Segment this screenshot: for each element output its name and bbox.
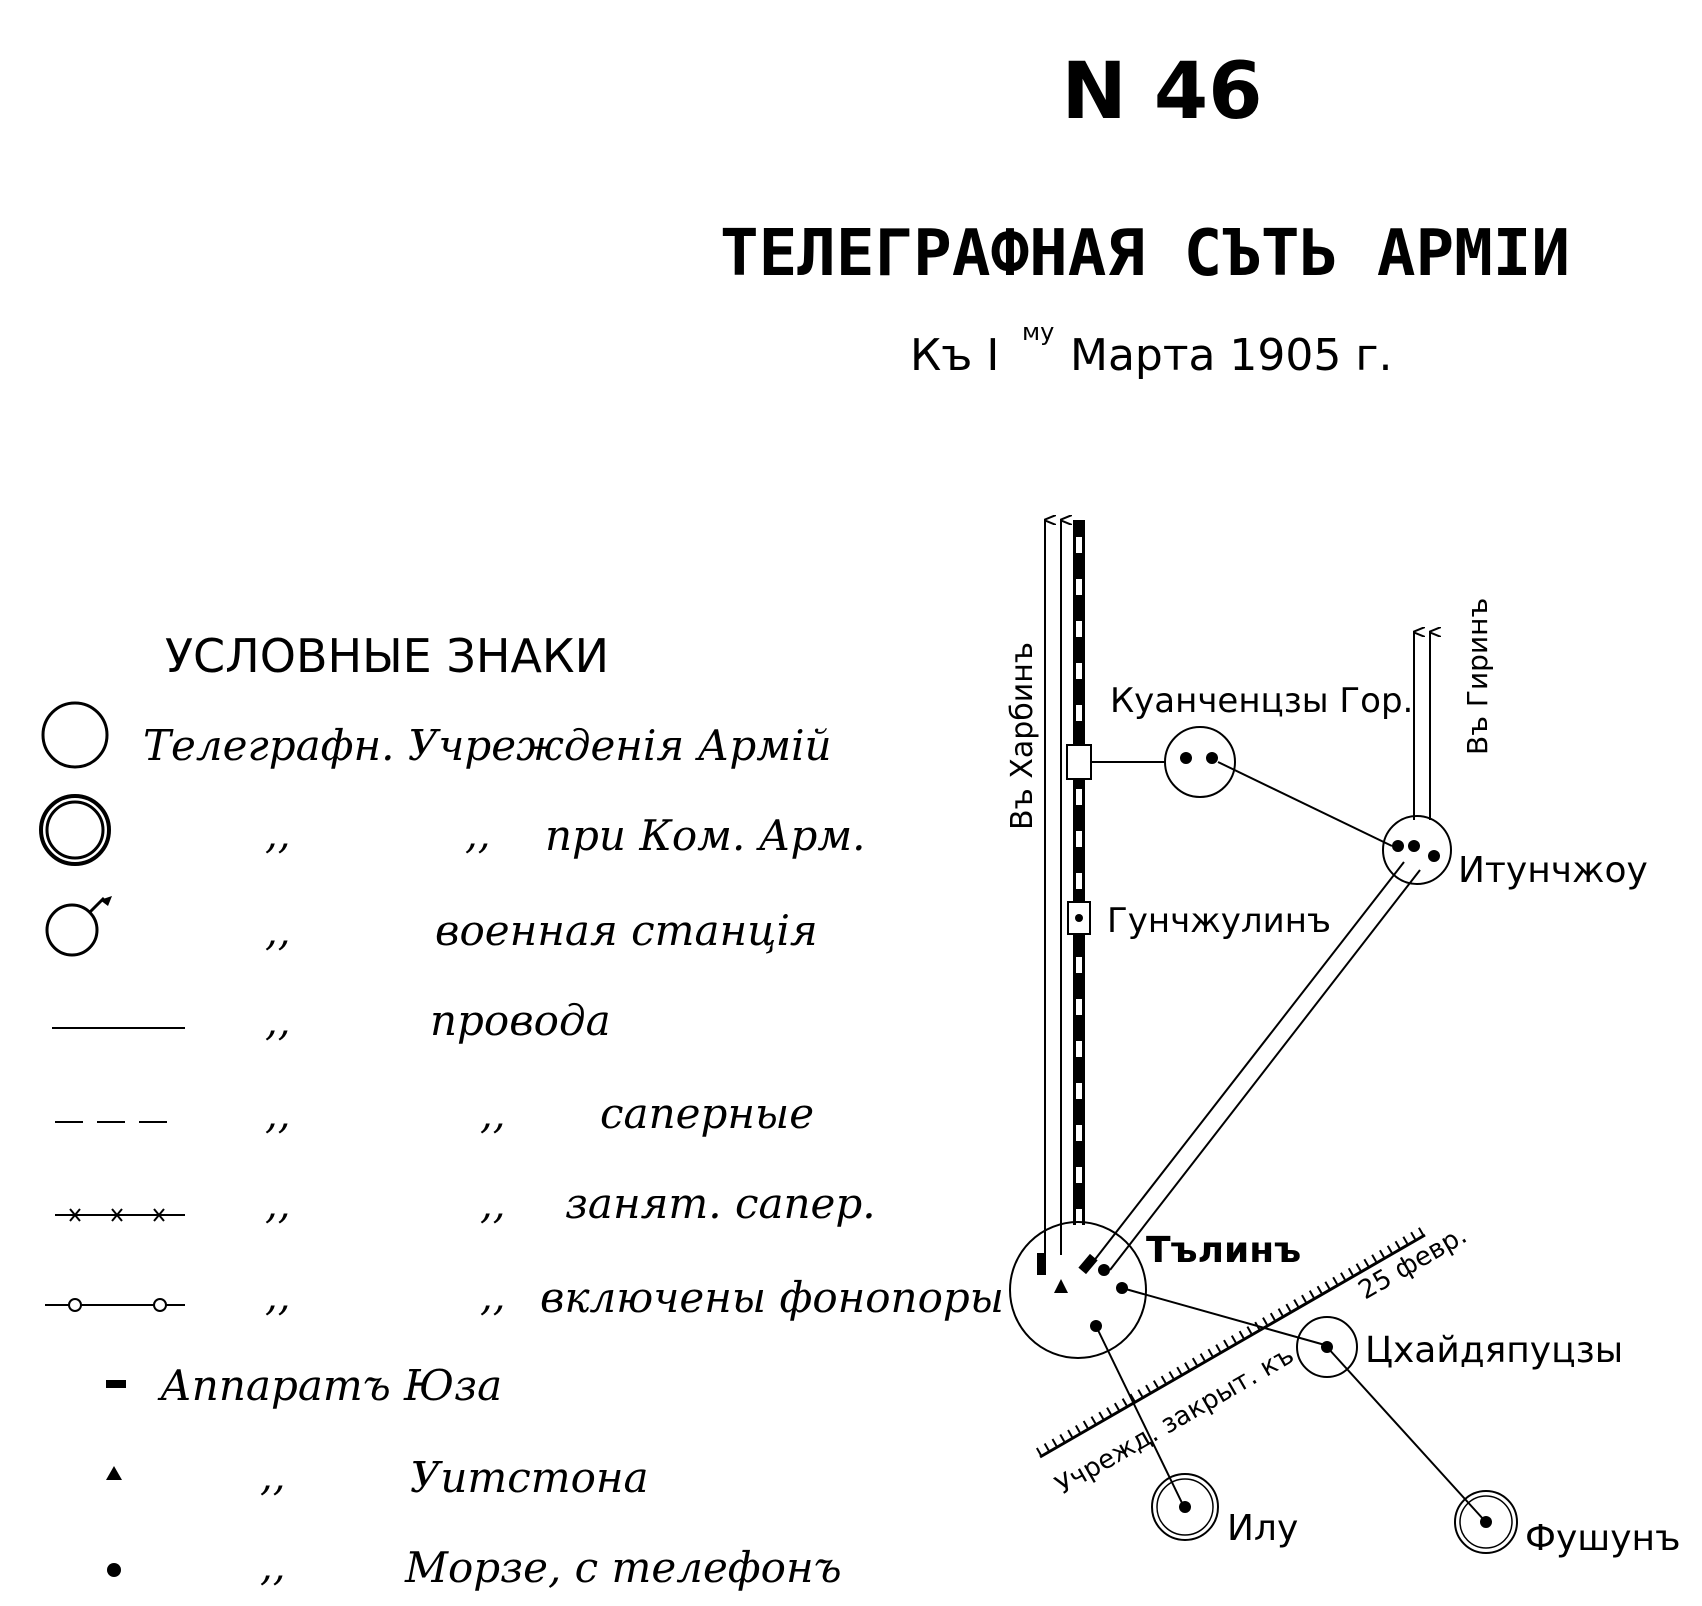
legend-ditto: ,,: [265, 1092, 291, 1138]
tieling-label: Тълинъ: [1146, 1230, 1302, 1271]
wire-kuanchenzy-itunchzhou: [1218, 762, 1392, 846]
legend-label-military-station: военная станція: [435, 906, 818, 955]
date-rest: Марта 1905 г.: [1070, 330, 1393, 381]
phonopore-line-symbol: [45, 1299, 185, 1311]
front-line-date: 25 февр.: [1353, 1220, 1473, 1307]
direction-harbin-label: Въ Харбинъ: [1005, 641, 1040, 830]
wheatstone-apparatus-symbol: [106, 1466, 122, 1480]
legend-ditto: ,,: [265, 1274, 291, 1320]
legend-ditto: ,,: [480, 1182, 506, 1228]
kuanchenzy-station: [1165, 727, 1235, 797]
morse-apparatus-marker: [1428, 850, 1440, 862]
occupied-sapper-line-symbol: [55, 1209, 185, 1221]
wire-tskhaidyaputszy-fushun: [1327, 1347, 1484, 1520]
military-station-symbol: [47, 896, 112, 955]
network-diagram: [1005, 520, 1681, 1559]
legend-ditto: ,,: [265, 999, 291, 1045]
map-title: ТЕЛЕГРАФНАЯ СЪТЬ АРМІИ: [720, 217, 1570, 291]
ilu-label: Илу: [1227, 1508, 1299, 1549]
legend-ditto: ,,: [465, 812, 491, 858]
gunchzhulin-label: Гунчжулинъ: [1107, 901, 1332, 941]
legend-ditto: ,,: [265, 1182, 291, 1228]
telegraph-office-symbol: [43, 703, 107, 767]
legend-ditto: ,,: [480, 1274, 506, 1320]
legend-label-telegraph-offices: Телеграфн. Учрежденія Армій: [143, 721, 832, 770]
date-superscript: му: [1022, 318, 1055, 346]
hughes-apparatus-marker: [1078, 1254, 1097, 1274]
legend-label-wheatstone: Уитстона: [410, 1453, 649, 1502]
kuanchenzy-label: Куанченцзы Гор.: [1110, 681, 1414, 721]
legend-label-sapper: саперные: [600, 1089, 815, 1138]
date-prefix: Къ I: [910, 330, 1000, 381]
fushun-label: Фушунъ: [1525, 1518, 1681, 1559]
morse-apparatus-marker: [1408, 840, 1420, 852]
map-date: [910, 318, 1393, 381]
legend-label-occupied-sapper: занят. сапер.: [565, 1179, 876, 1228]
legend-ditto: ,,: [265, 909, 291, 955]
morse-apparatus-marker: [1480, 1516, 1492, 1528]
hughes-apparatus-symbol: [106, 1380, 126, 1388]
document-number: N 46: [1061, 47, 1263, 137]
legend-label-army-hq: при Ком. Арм.: [545, 811, 866, 860]
tskhaidyaputszy-label: Цхайдяпуцзы: [1365, 1330, 1624, 1371]
legend-ditto: ,,: [260, 1544, 286, 1590]
legend-label-wires: провода: [430, 996, 611, 1045]
wheatstone-apparatus-marker: [1054, 1279, 1068, 1293]
legend: [41, 629, 1004, 1592]
direction-girin-label: Въ Гиринъ: [1461, 597, 1494, 755]
legend-ditto: ,,: [480, 1092, 506, 1138]
legend-title: УСЛОВНЫЕ ЗНАКИ: [165, 629, 609, 683]
legend-label-hughes: Аппаратъ Юза: [160, 1361, 503, 1410]
morse-apparatus-marker: [1180, 752, 1192, 764]
legend-label-phonopores: включены фонопоры: [540, 1273, 1004, 1322]
army-hq-office-symbol: [41, 796, 109, 864]
morse-apparatus-marker: [1392, 840, 1404, 852]
morse-apparatus-symbol: [107, 1563, 121, 1577]
wire-tieling-tskhaidyaputszy: [1122, 1288, 1325, 1345]
front-line-label: Учрежд. закрыт. къ: [1050, 1340, 1300, 1502]
itunchzhou-label: Итунчжоу: [1458, 850, 1648, 891]
kuanchenzy-railway-station: [1067, 745, 1091, 779]
legend-ditto: ,,: [260, 1454, 286, 1500]
hughes-apparatus-marker: [1037, 1253, 1046, 1275]
morse-apparatus-marker: [1179, 1501, 1191, 1513]
morse-apparatus-marker: [1098, 1264, 1110, 1276]
legend-label-morse: Морзе, с телефонъ: [405, 1543, 842, 1592]
morse-apparatus-marker: [1206, 752, 1218, 764]
legend-ditto: ,,: [265, 812, 291, 858]
